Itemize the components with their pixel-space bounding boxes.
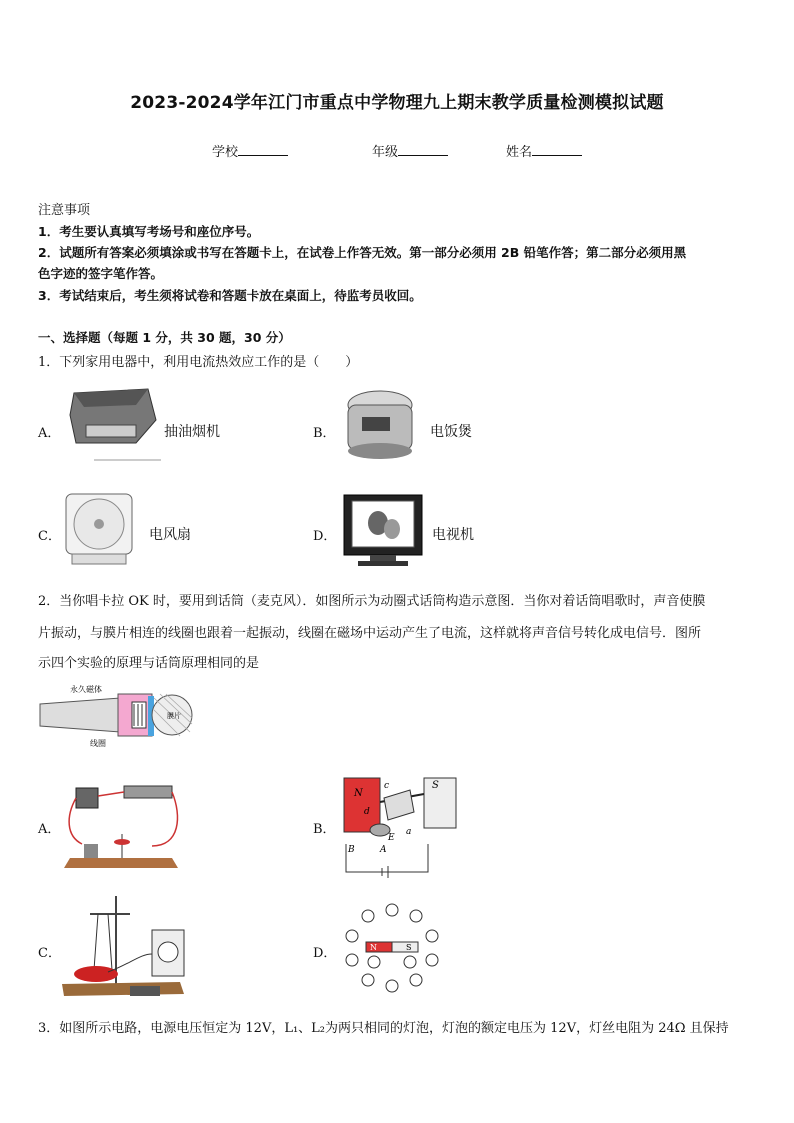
section-heading: 一、选择题（每题 1 分，共 30 题，30 分） xyxy=(38,330,291,345)
figB-E: E xyxy=(388,833,395,843)
electric-fan-image xyxy=(60,490,142,572)
figB-B: B xyxy=(348,845,355,855)
mic-magnet-label: 永久磁体 xyxy=(70,685,102,694)
figD-S: S xyxy=(406,943,412,952)
generator-diagram xyxy=(340,772,460,880)
note-2: 2．试题所有答案必须填涂或书写在答题卡上，在试卷上作答无效。第一部分必须用 2B 铅笔作答；第二部分必须用黑 xyxy=(38,245,687,260)
q2-option-c-letter: C． xyxy=(38,946,61,961)
name-blank xyxy=(532,143,582,156)
figB-d: d xyxy=(364,807,370,817)
grade-label: 年级 xyxy=(372,145,399,160)
q1-stem: 1．下列家用电器中，利用电流热效应工作的是（ ） xyxy=(38,355,359,370)
name-label: 姓名 xyxy=(506,145,533,160)
q2-stem-line-2: 片振动，与膜片相连的线圈也跟着一起振动，线圈在磁场中运动产生了电流，这样就将声音信号转化成电信号．图所 xyxy=(38,626,702,641)
figB-N: N xyxy=(354,788,363,799)
q1-option-c-letter: C． xyxy=(38,529,61,544)
q2-stem-line-3: 示四个实验的原理与话筒原理相同的是 xyxy=(38,656,260,671)
school-label: 学校 xyxy=(212,145,239,160)
motor-circuit-image xyxy=(62,776,182,876)
q2-option-b-letter: B． xyxy=(313,822,336,837)
figB-A: A xyxy=(380,845,387,855)
mic-coil-label: 线圈 xyxy=(90,739,106,748)
q2-option-a-letter: A． xyxy=(38,822,61,837)
figD-N: N xyxy=(370,943,377,952)
q2-option-d-letter: D． xyxy=(313,946,337,961)
note-2-cont: 色字迹的签字笔作答。 xyxy=(38,266,164,281)
range-hood-image xyxy=(66,385,161,467)
q3-stem-line-1: 3．如图所示电路，电源电压恒定为 12V，L₁、L₂为两只相同的灯泡，灯泡的额定电压为 12V，灯丝电阻为 24Ω 且保持 xyxy=(38,1021,729,1036)
figB-S: S xyxy=(432,780,439,791)
figB-a: a xyxy=(406,827,412,837)
microphone-diagram xyxy=(40,684,192,754)
q2-stem-line-1: 2．当你唱卡拉 OK 时，要用到话筒（麦克风）．如图所示为动圈式话筒构造示意图．当你对着话筒唱歌时，声音使膜 xyxy=(38,594,706,609)
note-3: 3．考试结束后，考生须将试卷和答题卡放在桌面上，待监考员收回。 xyxy=(38,288,422,303)
rice-cooker-image xyxy=(340,385,420,467)
figB-c: c xyxy=(384,781,390,791)
notes-heading: 注意事项 xyxy=(38,203,91,218)
q1-option-a-label: 抽油烟机 xyxy=(164,424,220,440)
note-1: 1．考生要认真填写考场号和座位序号。 xyxy=(38,224,260,239)
q1-option-a-letter: A． xyxy=(38,426,61,441)
school-field xyxy=(212,141,288,160)
mic-diaphragm-label: 膜片 xyxy=(167,713,181,720)
q1-option-d-label: 电视机 xyxy=(432,527,474,543)
name-field xyxy=(506,141,582,160)
school-blank xyxy=(238,143,288,156)
q1-option-b-label: 电饭煲 xyxy=(430,424,472,440)
q1-option-d-letter: D． xyxy=(313,529,337,544)
induction-experiment-image xyxy=(60,894,190,1004)
television-image xyxy=(340,493,426,571)
figC-N: N xyxy=(98,959,105,968)
grade-blank xyxy=(398,143,448,156)
compass-magnet-diagram xyxy=(340,898,444,998)
page-title: 2023-2024学年江门市重点中学物理九上期末教学质量检测模拟试题 xyxy=(130,93,664,113)
q1-option-c-label: 电风扇 xyxy=(149,527,191,543)
q1-option-b-letter: B． xyxy=(313,426,336,441)
grade-field xyxy=(372,141,448,160)
